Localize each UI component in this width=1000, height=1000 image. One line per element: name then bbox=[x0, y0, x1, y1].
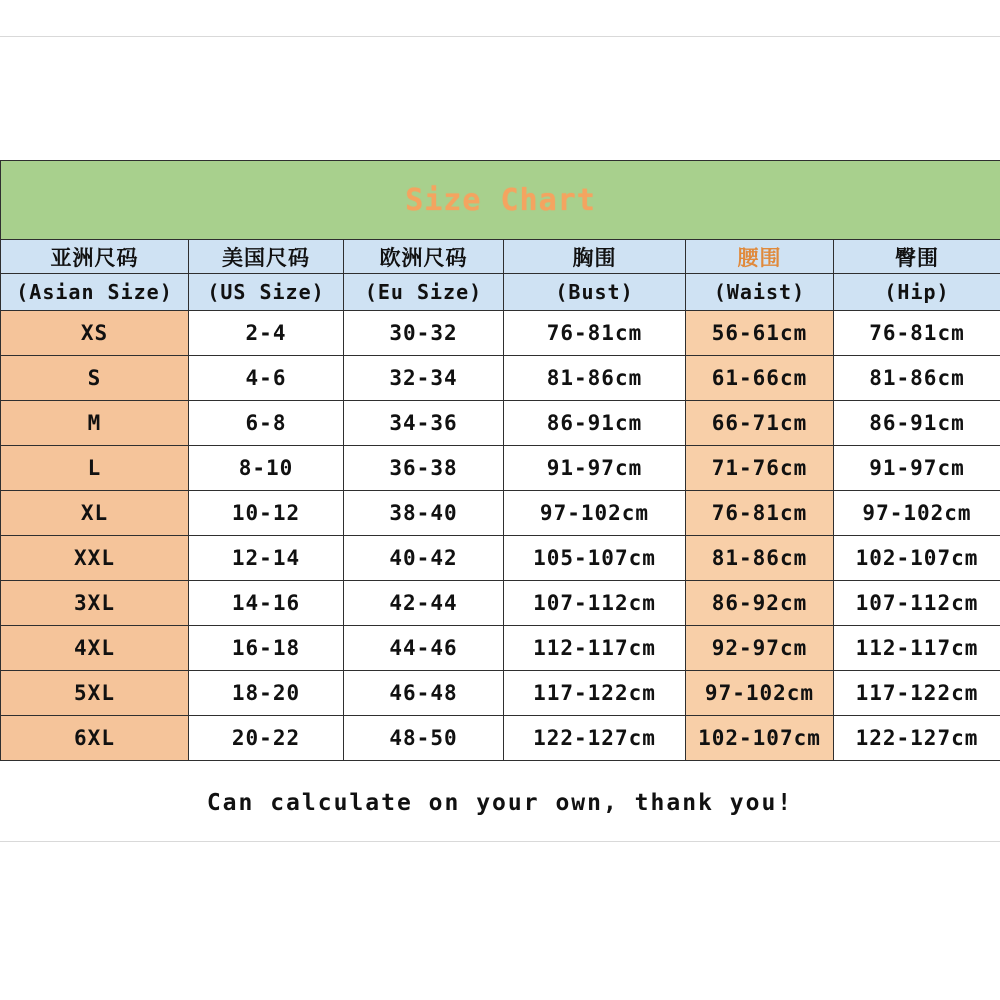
header-hip-cn: 臀围 bbox=[834, 240, 1000, 274]
cell-hip: 122-127cm bbox=[834, 716, 1000, 761]
cell-us: 4-6 bbox=[189, 356, 344, 401]
cell-bust: 105-107cm bbox=[504, 536, 686, 581]
table-row bbox=[1, 446, 1000, 491]
cell-waist: 81-86cm bbox=[686, 536, 834, 581]
page-title: Size Chart bbox=[1, 161, 1000, 240]
cell-bust: 91-97cm bbox=[504, 446, 686, 491]
cell-eu: 36-38 bbox=[344, 446, 504, 491]
table-row bbox=[1, 626, 1000, 671]
cell-hip: 107-112cm bbox=[834, 581, 1000, 626]
table-row bbox=[1, 671, 1000, 716]
header-waist-en: (Waist) bbox=[686, 274, 834, 311]
cell-waist: 76-81cm bbox=[686, 491, 834, 536]
cell-us: 18-20 bbox=[189, 671, 344, 716]
cell-hip: 86-91cm bbox=[834, 401, 1000, 446]
cell-us: 20-22 bbox=[189, 716, 344, 761]
table-row bbox=[1, 311, 1000, 356]
header-eu-cn: 欧洲尺码 bbox=[344, 240, 504, 274]
cell-asian: 5XL bbox=[1, 671, 189, 716]
cell-waist: 97-102cm bbox=[686, 671, 834, 716]
cell-bust: 117-122cm bbox=[504, 671, 686, 716]
table-row bbox=[1, 491, 1000, 536]
cell-asian: 6XL bbox=[1, 716, 189, 761]
cell-bust: 107-112cm bbox=[504, 581, 686, 626]
cell-eu: 46-48 bbox=[344, 671, 504, 716]
header-row-en bbox=[1, 274, 1000, 311]
header-eu-en: (Eu Size) bbox=[344, 274, 504, 311]
cell-asian: XXL bbox=[1, 536, 189, 581]
cell-asian: S bbox=[1, 356, 189, 401]
cell-asian: 3XL bbox=[1, 581, 189, 626]
cell-eu: 34-36 bbox=[344, 401, 504, 446]
header-us-en: (US Size) bbox=[189, 274, 344, 311]
header-asian-en: (Asian Size) bbox=[1, 274, 189, 311]
cell-waist: 102-107cm bbox=[686, 716, 834, 761]
size-chart-table bbox=[0, 160, 1000, 761]
cell-us: 16-18 bbox=[189, 626, 344, 671]
cell-hip: 102-107cm bbox=[834, 536, 1000, 581]
cell-us: 6-8 bbox=[189, 401, 344, 446]
cell-eu: 48-50 bbox=[344, 716, 504, 761]
cell-us: 12-14 bbox=[189, 536, 344, 581]
cell-us: 14-16 bbox=[189, 581, 344, 626]
cell-asian: XS bbox=[1, 311, 189, 356]
cell-asian: 4XL bbox=[1, 626, 189, 671]
cell-asian: L bbox=[1, 446, 189, 491]
table-row bbox=[1, 581, 1000, 626]
table-row bbox=[1, 536, 1000, 581]
table-row bbox=[1, 716, 1000, 761]
cell-waist: 61-66cm bbox=[686, 356, 834, 401]
cell-hip: 91-97cm bbox=[834, 446, 1000, 491]
cell-bust: 76-81cm bbox=[504, 311, 686, 356]
cell-eu: 44-46 bbox=[344, 626, 504, 671]
cell-hip: 117-122cm bbox=[834, 671, 1000, 716]
header-hip-en: (Hip) bbox=[834, 274, 1000, 311]
cell-hip: 81-86cm bbox=[834, 356, 1000, 401]
header-bust-cn: 胸围 bbox=[504, 240, 686, 274]
chart-title-row bbox=[1, 161, 1000, 240]
cell-waist: 56-61cm bbox=[686, 311, 834, 356]
cell-bust: 86-91cm bbox=[504, 401, 686, 446]
cell-eu: 32-34 bbox=[344, 356, 504, 401]
size-chart-container bbox=[0, 160, 1000, 761]
cell-eu: 42-44 bbox=[344, 581, 504, 626]
header-waist-cn: 腰围 bbox=[686, 240, 834, 274]
cell-eu: 40-42 bbox=[344, 536, 504, 581]
cell-us: 8-10 bbox=[189, 446, 344, 491]
cell-bust: 122-127cm bbox=[504, 716, 686, 761]
cell-bust: 97-102cm bbox=[504, 491, 686, 536]
cell-hip: 97-102cm bbox=[834, 491, 1000, 536]
cell-waist: 92-97cm bbox=[686, 626, 834, 671]
cell-us: 2-4 bbox=[189, 311, 344, 356]
header-asian-cn: 亚洲尺码 bbox=[1, 240, 189, 274]
cell-waist: 66-71cm bbox=[686, 401, 834, 446]
cell-asian: M bbox=[1, 401, 189, 446]
table-row bbox=[1, 401, 1000, 446]
cell-eu: 38-40 bbox=[344, 491, 504, 536]
cell-us: 10-12 bbox=[189, 491, 344, 536]
cell-eu: 30-32 bbox=[344, 311, 504, 356]
header-row-cn bbox=[1, 240, 1000, 274]
cell-waist: 86-92cm bbox=[686, 581, 834, 626]
chart-note: Can calculate on your own, thank you! bbox=[206, 790, 794, 816]
cell-hip: 76-81cm bbox=[834, 311, 1000, 356]
header-bust-en: (Bust) bbox=[504, 274, 686, 311]
cell-bust: 81-86cm bbox=[504, 356, 686, 401]
cell-waist: 71-76cm bbox=[686, 446, 834, 491]
cell-asian: XL bbox=[1, 491, 189, 536]
table-row bbox=[1, 356, 1000, 401]
cell-bust: 112-117cm bbox=[504, 626, 686, 671]
header-us-cn: 美国尺码 bbox=[189, 240, 344, 274]
cell-hip: 112-117cm bbox=[834, 626, 1000, 671]
